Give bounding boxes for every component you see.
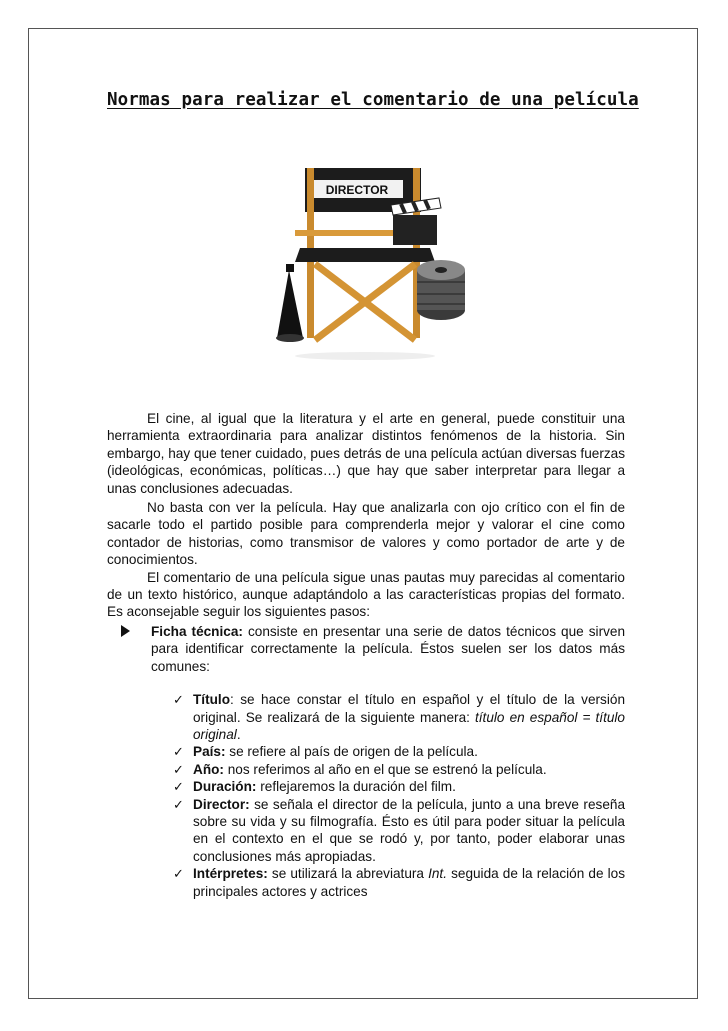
list-item-interpretes xyxy=(173,865,626,900)
paragraph-1: El cine, al igual que la literatura y el arte en general, puede constituir una herramienta extraordinaria para analizar distintos fenómenos de la historia. Sin embargo, hay que tener cuidado, pues detrás de una película actúan diversas fuerzas (ideológicas, económicas, políticas…) que hay que saber interpretar para llegar a unas conclusiones adecuadas. xyxy=(107,411,625,496)
list-item-ano xyxy=(173,761,625,778)
item-tail: . xyxy=(236,726,241,742)
check-icon: ✓ xyxy=(173,692,184,708)
item-separator: : xyxy=(230,692,234,708)
body-text xyxy=(107,410,625,900)
arrow-bullet-icon xyxy=(121,625,130,637)
paragraph-3: El comentario de una película sigue unas pautas muy parecidas al comentario de un texto histórico, aunque adaptándolo a las características propias del formato. Es aconsejable seguir los siguientes pasos: xyxy=(107,569,625,620)
item-text: nos referimos al año en el que se estrenó la película. xyxy=(223,761,547,777)
item-label: Intérpretes: xyxy=(193,866,268,882)
item-label: País: xyxy=(193,744,226,760)
check-icon: ✓ xyxy=(173,796,184,812)
director-chair-illustration xyxy=(255,160,475,370)
ficha-checklist xyxy=(107,691,625,900)
check-icon: ✓ xyxy=(173,779,184,795)
list-item-titulo xyxy=(173,691,625,743)
item-text: se refiere al país de origen de la película. xyxy=(225,744,478,760)
paragraph-2: No basta con ver la película. Hay que analizarla con ojo crítico con el fin de sacarle todo el partido posible para comprenderla mejor y valorar el cine como contador de historias, como transmisor de valores y como portador de arte y de conocimientos. xyxy=(107,500,625,568)
item-text: reflejaremos la duración del film. xyxy=(256,779,456,795)
check-icon: ✓ xyxy=(173,866,184,882)
item-label: Duración: xyxy=(193,779,257,795)
check-icon: ✓ xyxy=(173,744,184,760)
check-icon: ✓ xyxy=(173,761,184,777)
item-tail: seguida de la relación de los principales actores y actrices xyxy=(193,866,626,899)
item-italic: título en español = título original xyxy=(193,709,625,742)
item-label: Año: xyxy=(193,761,224,777)
list-item-duracion xyxy=(173,778,625,795)
item-text: se señala el director de la película, junto a una breve reseña sobre su vida y su filmografía. Ésto es útil para poder situar la película en el contexto en el que se rodó y, por tanto, poder elaborar unas conclusiones más apropiadas. xyxy=(193,796,625,864)
item-text: se utilizará la abreviatura xyxy=(267,866,429,882)
ficha-tecnica-text: consiste en presentar una serie de datos técnicos que sirven para identificar correctamente la película. Éstos suelen ser los datos más comunes: xyxy=(151,623,626,674)
floor-shadow xyxy=(295,352,435,360)
chair-label: DIRECTOR xyxy=(325,183,389,197)
item-text: se hace constar el título en español y el título de la versión original. Se realizará de la siguiente manera: xyxy=(193,692,625,725)
item-label: Director: xyxy=(193,796,250,812)
megaphone-icon xyxy=(276,264,304,342)
item-label: Título xyxy=(193,692,230,708)
list-item-director xyxy=(173,796,625,866)
ficha-tecnica-label: Ficha técnica: xyxy=(151,623,243,639)
film-reels-icon xyxy=(417,260,465,320)
ficha-tecnica-item xyxy=(107,623,625,675)
clapperboard-icon xyxy=(391,198,441,245)
item-italic: Int. xyxy=(428,866,447,882)
list-item-pais xyxy=(173,743,625,760)
chair-seat xyxy=(295,248,435,262)
document-title: Normas para realizar el comentario de una película xyxy=(107,90,639,110)
